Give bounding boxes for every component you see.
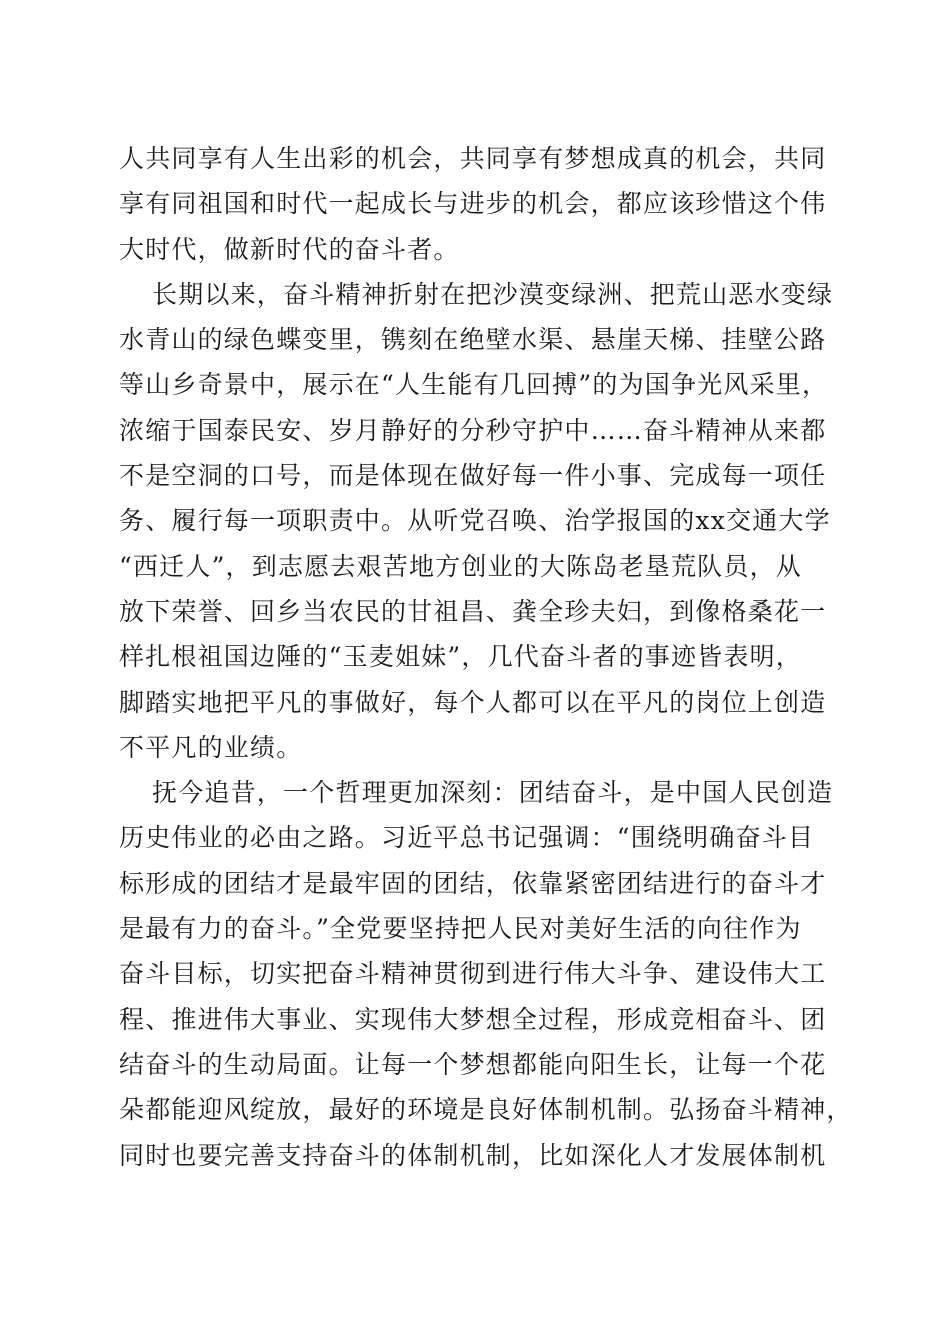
- paragraph-p3: [119, 770, 853, 1178]
- text-line: 水青山的绿色蝶变里，镌刻在绝壁水渠、悬崖天梯、挂壁公路: [119, 325, 827, 355]
- text-line: 浓缩于国泰民安、岁月静好的分秒守护中……奋斗精神从来都: [119, 415, 827, 445]
- text-line: 同时也要完善支持奋斗的体制机制，比如深化人才发展体制机: [119, 1140, 827, 1170]
- text-line: 结奋斗的生动局面。让每一个梦想都能向阳生长，让每一个花: [119, 1049, 827, 1079]
- text-line: 样扎根祖国边陲的“玉麦姐妹”，几代奋斗者的事迹皆表明，: [119, 642, 802, 672]
- text-line: 脚踏实地把平凡的事做好，每个人都可以在平凡的岗位上创造: [119, 687, 827, 717]
- text-line: 历史伟业的必由之路。习近平总书记强调：“围绕明确奋斗目: [119, 823, 815, 853]
- text-line: 朵都能迎风绽放，最好的环境是良好体制机制。弘扬奋斗精神，: [119, 1095, 853, 1125]
- text-line: 务、履行每一项职责中。从听党召唤、治学报国的xx交通大学: [119, 506, 831, 536]
- paragraph-p2: [119, 272, 834, 770]
- text-line: 程、推进伟大事业、实现伟大梦想全过程，形成竞相奋斗、团: [119, 1004, 827, 1034]
- text-line: 等山乡奇景中，展示在“人生能有几回搏”的为国争光风采里，: [119, 370, 829, 400]
- text-line: 放下荣誉、回乡当农民的甘祖昌、龚全珍夫妇，到像格桑花一: [119, 596, 827, 626]
- text-line: 抚今追昔，一个哲理更加深刻：团结奋斗，是中国人民创造: [152, 778, 834, 808]
- text-line: 标形成的团结才是最牢固的团结，依靠紧密团结进行的奋斗才: [119, 868, 827, 898]
- text-line: 人共同享有人生出彩的机会，共同享有梦想成真的机会，共同: [119, 144, 827, 173]
- text-line: 长期以来，奋斗精神折射在把沙漠变绿洲、把荒山恶水变绿: [152, 279, 834, 309]
- text-line: 大时代，做新时代的奋斗者。: [119, 234, 460, 264]
- text-line: 不是空洞的口号，而是体现在做好每一件小事、完成每一项任: [119, 461, 827, 491]
- text-line: “西迁人”，到志愿去艰苦地方创业的大陈岛老垦荒队员，从: [119, 551, 802, 581]
- document-body: [119, 136, 853, 1178]
- text-line: 不平凡的业绩。: [119, 732, 303, 762]
- text-line: 奋斗目标，切实把奋斗精神贯彻到进行伟大斗争、建设伟大工: [119, 959, 827, 989]
- text-line: 享有同祖国和时代一起成长与进步的机会，都应该珍惜这个伟: [119, 189, 827, 219]
- paragraph-p1: [119, 136, 831, 272]
- text-line: 是最有力的奋斗。”全党要坚持把人民对美好生活的向往作为: [119, 914, 802, 944]
